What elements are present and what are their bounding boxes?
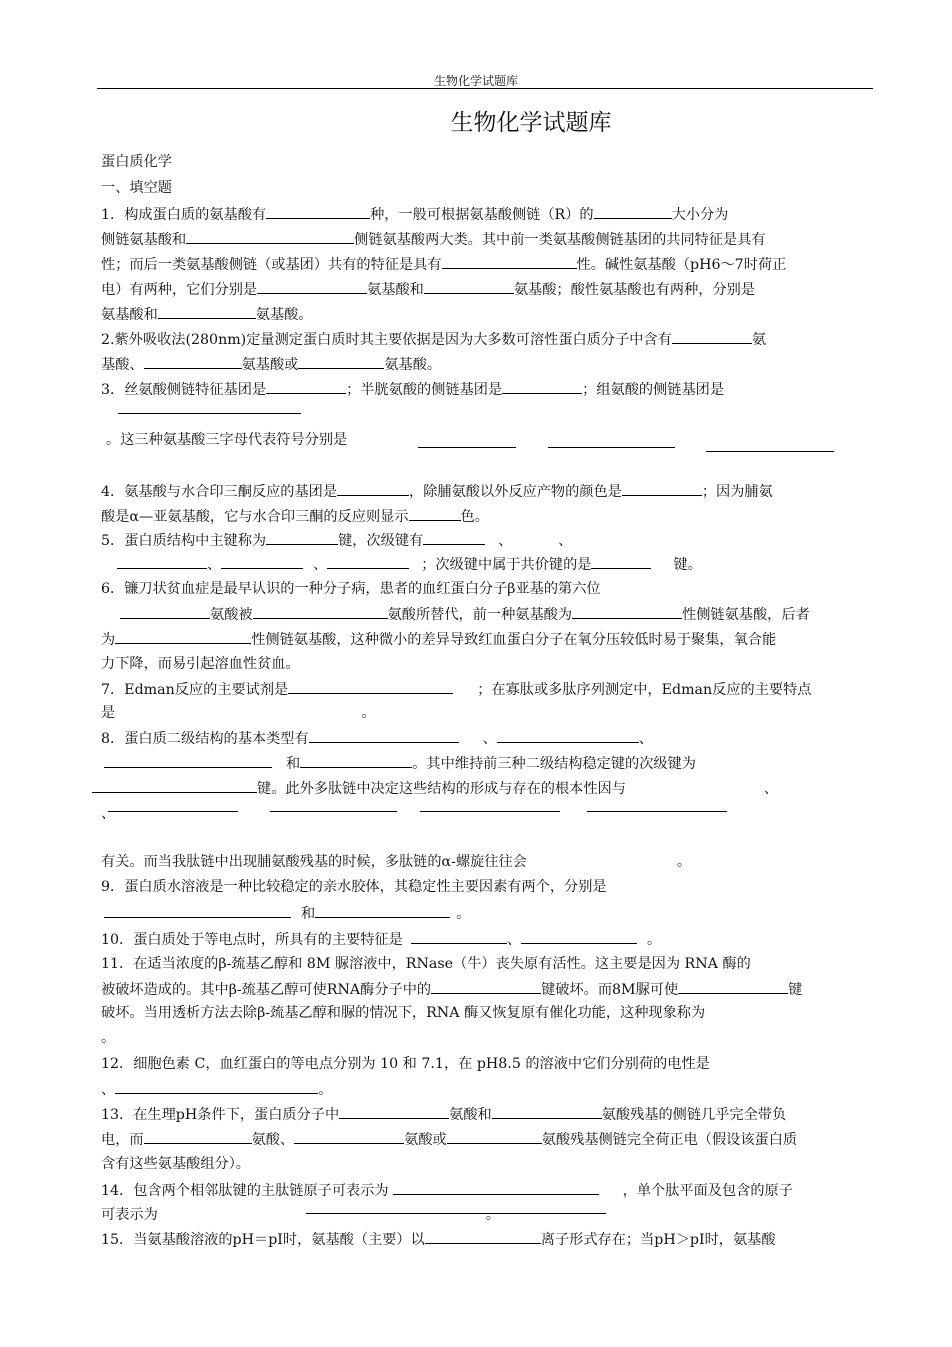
q2-line2: 基酸、 氨基酸或 氨基酸。	[101, 354, 441, 375]
q8-line4: 、	[101, 806, 116, 822]
q10-line1: 10．蛋白质处于等电点时，所具有的主要特征是 、 。	[101, 929, 661, 950]
q15-line1: 15．当氨基酸溶液的pH＝pI时，氨基酸（主要）以 离子形式存在；当pH＞pI时，氨基酸	[101, 1229, 776, 1250]
header-rule	[97, 88, 873, 89]
q3-blank	[548, 447, 675, 448]
q14-line1: 14．包含两个相邻肽键的主肽链原子可表示为 ，单个肽平面及包含的原子	[101, 1180, 793, 1201]
blank	[594, 204, 672, 219]
blank	[144, 354, 242, 369]
q1-line4: 电）有两种，它们分别是 氨基酸和 氨基酸；酸性氨基酸也有两种，分别是	[101, 279, 755, 300]
blank	[425, 1229, 541, 1244]
blank	[447, 1129, 542, 1144]
q5-line2: 、 、 ；次级键中属于共价键的是 键。	[117, 554, 702, 575]
blank	[288, 679, 453, 694]
blank	[622, 481, 702, 496]
q1-line2: 侧链氨基酸和 侧链氨基酸两大类。其中前一类氨基酸侧链基团的共同特征是具有	[101, 229, 766, 250]
blank	[120, 604, 210, 619]
blank	[327, 554, 409, 569]
blank	[572, 604, 682, 619]
blank	[298, 354, 384, 369]
q3-blank	[706, 451, 834, 452]
blank	[315, 903, 450, 918]
q7-line1: 7．Edman反应的主要试剂是 ；在寡肽或多肽序列测定中，Edman反应的主要特点	[101, 679, 811, 700]
q3-blank	[118, 413, 301, 414]
blank	[672, 329, 752, 344]
q8-blank	[108, 811, 238, 812]
q8-line1: 8．蛋白质二级结构的基本类型有 、 、	[101, 728, 653, 749]
blank	[339, 1104, 449, 1119]
blank	[393, 1180, 599, 1195]
blank	[221, 554, 303, 569]
blank	[266, 530, 338, 545]
blank	[591, 554, 651, 569]
q6-line1: 6．镰刀状贫血症是最早认识的一种分子病，患者的血红蛋白分子β亚基的第六位	[101, 581, 601, 597]
q5-line1: 5．蛋白质结构中主键称为 键，次级键有 、 、	[101, 530, 605, 551]
blank	[266, 204, 370, 219]
q9-line1: 9．蛋白质水溶液是一种比较稳定的亲水胶体，其稳定性主要因素有两个，分别是	[101, 879, 607, 895]
blank	[104, 753, 272, 768]
q8-blank	[420, 811, 560, 812]
blank	[257, 279, 367, 294]
q13-line2: 电，而 氨酸、 氨酸或 氨酸残基侧链完全荷正电（假设该蛋白质	[101, 1129, 797, 1150]
q1-line5: 氨基酸和 氨基酸。	[101, 304, 313, 325]
blank	[424, 279, 514, 294]
blank	[423, 530, 485, 545]
blank	[521, 929, 637, 944]
page-title: 生物化学试题库	[450, 110, 612, 136]
blank	[115, 1079, 318, 1094]
blank	[300, 753, 412, 768]
blank	[158, 304, 256, 319]
blank	[115, 629, 251, 644]
q8-blank	[270, 811, 397, 812]
blank	[266, 379, 346, 394]
blank	[104, 903, 291, 918]
blank	[678, 979, 788, 994]
blank	[92, 778, 257, 793]
blank	[253, 604, 388, 619]
blank	[186, 229, 354, 244]
q6-line4: 力下降，而易引起溶血性贫血。	[101, 656, 300, 672]
q14-blank	[306, 1213, 606, 1214]
q3-blank	[418, 447, 516, 448]
q11-line1: 11．在适当浓度的β-巯基乙醇和 8M 脲溶液中，RNase（牛）丧失原有活性。这主要是因为 RNA 酶的	[101, 956, 751, 972]
blank	[409, 506, 461, 521]
q4-line1: 4．氨基酸与水合印三酮反应的基团是 ，除脯氨酸以外反应产物的颜色是 ；因为脯氨	[101, 481, 773, 502]
blank	[492, 1104, 602, 1119]
blank	[431, 979, 541, 994]
q11-line3: 破坏。当用透析方法去除β-巯基乙醇和脲的情况下，RNA 酶又恢复原有催化功能，这种现象称为	[101, 1005, 706, 1021]
blank	[294, 1129, 404, 1144]
q8-line2: 和 。其中维持前三种二级结构稳定键的次级键为	[104, 753, 696, 774]
part-heading: 一、填空题	[101, 180, 172, 196]
q7-line2: 是 。	[101, 705, 376, 721]
q12-line1: 12．细胞色素 C，血红蛋白的等电点分别为 10 和 7.1，在 pH8.5 的溶液中它们分别荷的电性是	[101, 1056, 710, 1072]
running-header: 生物化学试题库	[433, 74, 518, 88]
section-heading: 蛋白质化学	[101, 154, 172, 170]
q9-line2: 和 。	[104, 903, 470, 924]
q1-line3: 性；而后一类氨基酸侧链（或基团）共有的特征是具有 性。碱性氨基酸（pH6～7时荷正	[101, 254, 786, 275]
q11-line2: 被破坏造成的。其中β-巯基乙醇可使RNA酶分子中的 键破坏。而8M脲可使 键	[101, 979, 802, 1000]
q8-line5: 有关。而当我肽链中出现脯氨酸残基的时候，多肽链的α-螺旋往往会 。	[101, 854, 692, 870]
blank	[337, 481, 409, 496]
blank	[309, 728, 459, 743]
q6-line3: 为 性侧链氨基酸，这种微小的差异导致红血蛋白分子在氧分压较低时易于聚集，氧合能	[101, 629, 776, 650]
q3-line1: 3．丝氨酸侧链特征基团是 ；半胱氨酸的侧链基团是 ；组氨酸的侧链基团是	[101, 379, 724, 400]
q14-line2: 可表示为 。	[101, 1207, 500, 1223]
q8-blank	[587, 811, 727, 812]
q8-line3: 键。此外多肽链中决定这些结构的形成与存在的根本性因与 、	[92, 778, 778, 799]
q13-line1: 13．在生理pH条件下，蛋白质分子中 氨酸和 氨酸残基的侧链几乎完全带负	[101, 1104, 786, 1125]
blank	[144, 1129, 252, 1144]
q4-line2: 酸是α—亚氨基酸，它与水合印三酮的反应则显示 色。	[101, 506, 489, 527]
blank	[497, 728, 639, 743]
blank	[117, 554, 207, 569]
q6-line2: 氨酸被 氨酸所替代，前一种氨基酸为 性侧链氨基酸，后者	[120, 604, 810, 625]
q2-line1: 2.紫外吸收法(280nm)定量测定蛋白质时其主要依据是因为大多数可溶性蛋白质分子中含有 氨	[101, 329, 766, 350]
q12-line2: 、 。	[101, 1079, 332, 1100]
q11-line4: 。	[101, 1030, 116, 1046]
blank	[502, 379, 582, 394]
q1-line1: 1．构成蛋白质的氨基酸有 种，一般可根据氨基酸侧链（R）的 大小分为	[101, 204, 728, 225]
blank	[411, 929, 507, 944]
blank	[442, 254, 577, 269]
q3-line2: 。这三种氨基酸三字母代表符号分别是	[106, 432, 348, 448]
q13-line3: 含有这些氨基酸组分）。	[101, 1156, 250, 1172]
